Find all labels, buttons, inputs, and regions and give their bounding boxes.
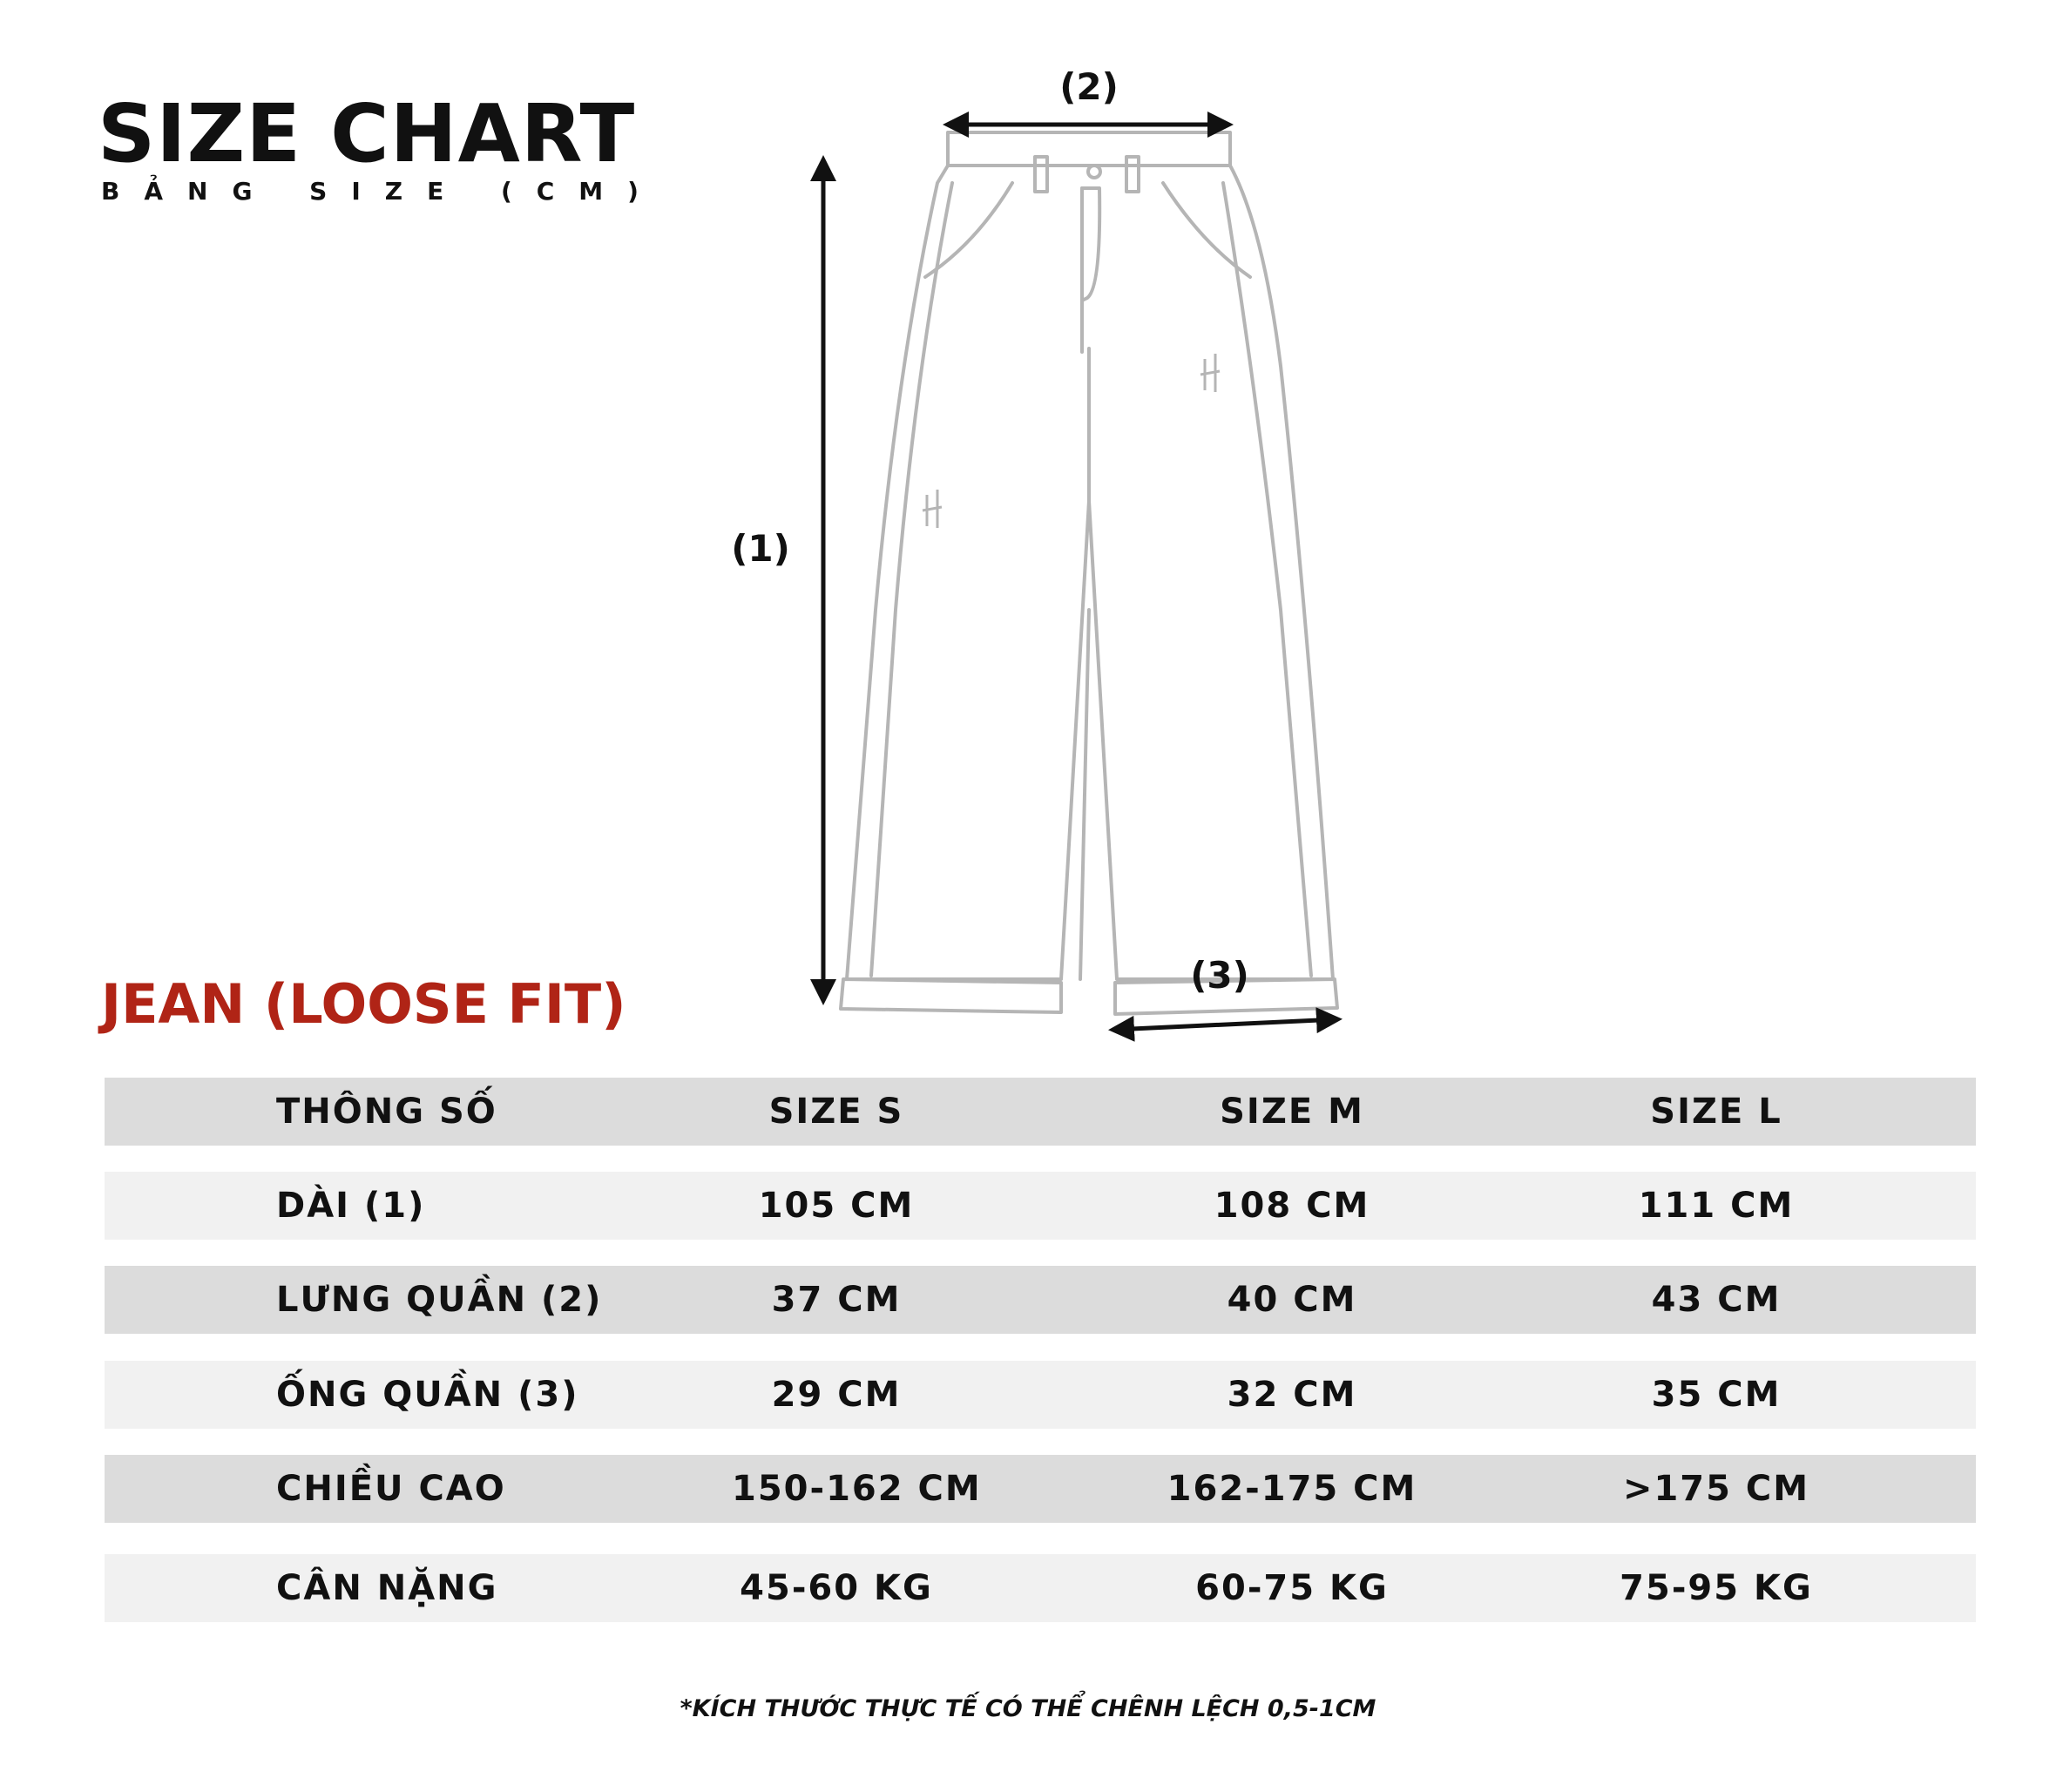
- table-row: [105, 1455, 1976, 1523]
- header-cell: SIZE L: [1650, 1092, 1782, 1132]
- row-label: CHIỀU CAO: [276, 1469, 506, 1509]
- table-cell: 45-60 KG: [740, 1568, 933, 1608]
- table-row: [105, 1361, 1976, 1429]
- table-cell: 40 CM: [1227, 1280, 1357, 1320]
- header-cell: SIZE M: [1220, 1092, 1364, 1132]
- header-cell: SIZE S: [768, 1092, 904, 1132]
- table-cell: 29 CM: [771, 1375, 902, 1415]
- table-cell: 111 CM: [1638, 1186, 1795, 1226]
- table-row: [105, 1554, 1976, 1622]
- table-cell: 60-75 KG: [1195, 1568, 1389, 1608]
- table-cell: 150-162 CM: [732, 1469, 982, 1509]
- table-cell: 35 CM: [1651, 1375, 1782, 1415]
- footnote: *KÍCH THƯỚC THỰC TẾ CÓ THỂ CHÊNH LỆCH 0,5-1CM: [680, 1695, 1376, 1722]
- table-cell: 37 CM: [771, 1280, 902, 1320]
- page-title: SIZE CHART: [98, 87, 636, 180]
- row-label: LƯNG QUẦN (2): [276, 1280, 603, 1320]
- table-header-row: [105, 1078, 1976, 1146]
- table-cell: 32 CM: [1227, 1375, 1357, 1415]
- leg-opening-label: (3): [1190, 954, 1249, 997]
- table-row: [105, 1172, 1976, 1240]
- embroidery-icon: [923, 354, 1220, 528]
- table-row: [105, 1266, 1976, 1334]
- table-cell: 75-95 KG: [1620, 1568, 1813, 1608]
- length-label: (1): [731, 527, 790, 570]
- product-name: JEAN (LOOSE FIT): [101, 972, 626, 1036]
- table-cell: 43 CM: [1651, 1280, 1782, 1320]
- waist-label: (2): [1059, 65, 1119, 108]
- row-label: CÂN NẶNG: [276, 1568, 498, 1608]
- table-cell: >175 CM: [1622, 1469, 1810, 1509]
- page-subtitle: BẢNG SIZE (CM): [101, 177, 663, 206]
- leg-opening-arrow: [1113, 1019, 1337, 1030]
- table-cell: 105 CM: [758, 1186, 915, 1226]
- row-label: DÀI (1): [276, 1186, 426, 1226]
- row-label: ỐNG QUẦN (3): [276, 1375, 579, 1415]
- table-cell: 108 CM: [1214, 1186, 1370, 1226]
- pants-outline: [841, 132, 1337, 1014]
- table-cell: 162-175 CM: [1167, 1469, 1417, 1509]
- header-cell: THÔNG SỐ: [276, 1092, 497, 1132]
